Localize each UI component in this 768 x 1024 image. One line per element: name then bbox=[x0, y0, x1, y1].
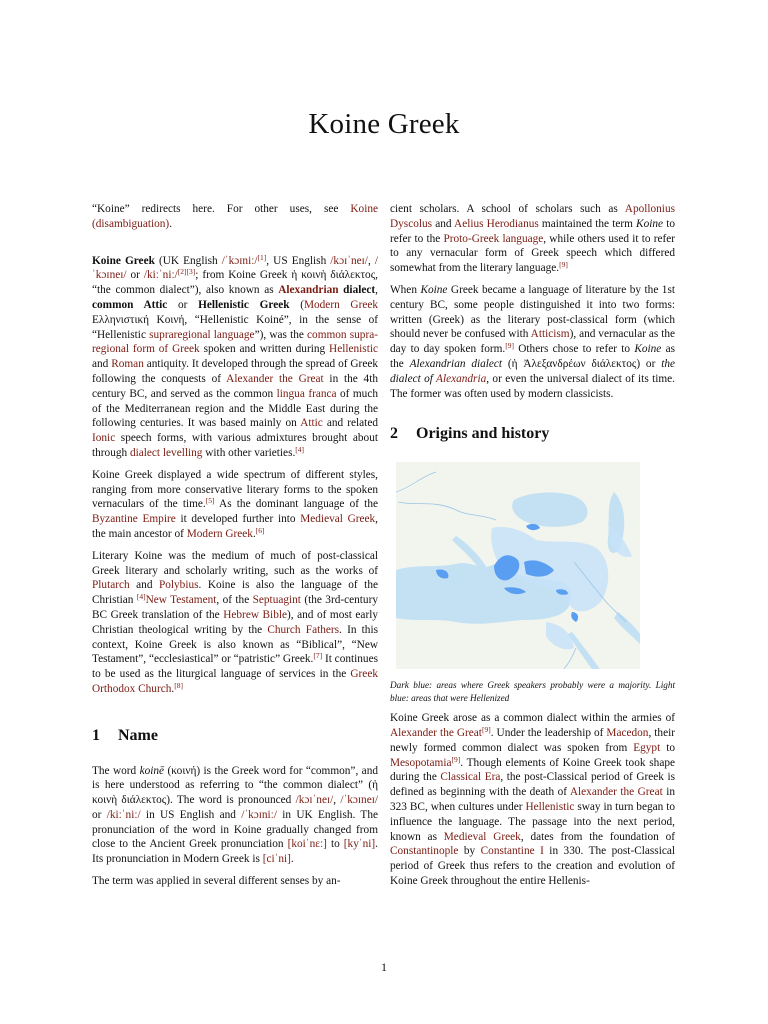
citation-1[interactable]: [1] bbox=[257, 252, 267, 262]
article-term: Koine Greek bbox=[92, 254, 155, 267]
alexander-the-great-link[interactable]: Alexander the Great bbox=[226, 372, 324, 385]
medieval-greek-link-2[interactable]: Medieval Greek bbox=[443, 830, 521, 843]
lingua-franca-link[interactable]: lingua franca bbox=[276, 387, 337, 400]
ipa-link-5[interactable]: /ˈkɔɪneɪ/ bbox=[340, 794, 378, 807]
section-heading-origins bbox=[390, 427, 675, 442]
right-column bbox=[390, 202, 675, 896]
ipa-link-7[interactable]: /ˈkɔɪniː/ bbox=[241, 808, 277, 821]
citation-4[interactable]: [4] bbox=[295, 444, 305, 454]
ipa-link-4[interactable]: /kɔɪˈneɪ/ bbox=[295, 794, 334, 807]
pronunciation-link-2[interactable]: [kyˈni] bbox=[343, 838, 376, 851]
ipa-link-uk[interactable]: /ˈkɔɪniː/ bbox=[221, 254, 258, 267]
alexandrian-link[interactable]: Alexandrian bbox=[278, 284, 339, 297]
citation-9[interactable]: [9] bbox=[559, 260, 568, 270]
citation-2[interactable]: [2] bbox=[177, 267, 187, 277]
constantinople-link[interactable]: Constantinople bbox=[390, 845, 459, 858]
intro-paragraph: Koine Greek (UK English /ˈkɔɪniː/[1], US English /kɔɪˈneɪ/, /ˈkɔɪneɪ/ or /kiːˈniː/[2][3]; from Koine Greek ἡ κοινὴ διάλεκτος, “the common dialect”), also known as Alexandrian dialect, common Attic or Hellenistic Greek (Modern Greek Ελληνιστική Κοινή, “Hellenistic Koiné”, in the sense of “Hellenistic supraregional language”), was the common supra-regional form of Greek spoken and written during Hellenistic and Roman antiquity. It developed through the spread of Greek following the conquests of Alexander the Great in the 4th century BC, and served as the common lingua franca of much of the Mediterranean region and the Middle East during the following centuries. It was based mainly on Attic and related Ionic speech forms, with various admixtures brought about through dialect levelling with other varieties.[4] bbox=[92, 252, 379, 459]
citation-6[interactable]: [6] bbox=[255, 525, 265, 535]
section-number: 1 bbox=[92, 726, 100, 744]
alexander-the-great-link-2[interactable]: Alexander the Great bbox=[390, 726, 482, 739]
citation-9b[interactable]: [9] bbox=[505, 341, 514, 351]
citation-3[interactable]: [3] bbox=[186, 267, 196, 277]
alexandria-link[interactable]: Alexandria bbox=[436, 372, 487, 385]
hellenistic-world-map[interactable] bbox=[396, 462, 640, 669]
ipa-link-us-3[interactable]: /kiːˈniː/ bbox=[143, 269, 178, 282]
section-heading-name bbox=[92, 726, 378, 744]
citation-9c[interactable]: [9] bbox=[481, 724, 491, 734]
hellenistic-link-2[interactable]: Hellenistic bbox=[525, 800, 575, 813]
constantine-i-link[interactable]: Constantine I bbox=[480, 845, 544, 858]
citation-4b[interactable]: [4] bbox=[136, 592, 146, 602]
medieval-greek-link[interactable]: Medieval Greek bbox=[300, 513, 376, 526]
styles-paragraph: Koine Greek displayed a wide spectrum of different styles, ranging from more conservative literary forms to the spoken vernaculars of the time.[5] As the dominant language of the Byzantine Empire it developed further into Medieval Greek, the main ancestor of Modern Greek.[6] bbox=[92, 468, 378, 540]
plutarch-link[interactable]: Plutarch bbox=[92, 579, 130, 592]
origins-paragraph: Koine Greek arose as a common dialect within the armies of Alexander the Great[9]. Under the leadership of Macedon, their newly formed common dialect was spoken from Egypt to Mesopotamia[9]. Though elements of Koine Greek took shape during the Classical Era, the post-Classical period of Greek is defined as beginning with the death of Alexander the Great in 323 BC, when cultures under Hellenistic sway in turn began to influence the language. The passage into the next period, known as Medieval Greek, dates from the foundation of Constantinople by Constantine I in 330. The post-Classical period of Greek thus refers to the creation and evolution of Koine Greek throughout the entire Hellenis- bbox=[390, 712, 675, 887]
apollonius-dyscolus-link[interactable]: Apollonius Dyscolus bbox=[390, 203, 675, 230]
hellenistic-link[interactable]: Hellenistic bbox=[329, 343, 378, 356]
attic-link[interactable]: Attic bbox=[300, 417, 323, 430]
section-number: 2 bbox=[390, 425, 398, 443]
modern-greek-link[interactable]: Modern Greek bbox=[303, 298, 379, 311]
septuagint-link[interactable]: Septuagint bbox=[252, 594, 301, 607]
name-paragraph: The word koinē (κοινή) is the Greek word for “common”, and is here understood as referring to “the common dialect” (ἡ κοινὴ διάλεκτος). The word is pronounced /kɔɪˈneɪ/, /ˈkɔɪneɪ/ or /kiːˈniː/ in US English and /ˈkɔɪniː/ in UK English. The pronunciation of the word in Koine gradually changed from close to the Ancient Greek pronunciation [koiˈnɛː] to [kyˈni]. Its pronunciation in Modern Greek is [ciˈni]. bbox=[92, 764, 378, 866]
citation-7[interactable]: [7] bbox=[313, 651, 323, 661]
koine-disambiguation-link[interactable]: Koine (disambiguation) bbox=[92, 203, 378, 230]
ionic-link[interactable]: Ionic bbox=[92, 432, 116, 445]
church-fathers-link[interactable]: Church Fathers bbox=[267, 623, 340, 636]
hebrew-bible-link[interactable]: Hebrew Bible bbox=[223, 608, 287, 621]
ipa-link-6[interactable]: /kiːˈniː/ bbox=[106, 808, 141, 821]
literature-paragraph: When Koine Greek became a language of literature by the 1st century BC, some people distinguished it into two forms: written (Greek) as the literary post-classical form (which should never be confused with Atticism), and vernacular as the day to day spoken form.[9] Others chose to refer to Koine as the Alexandrian dialect (ἡ Ἀλεξανδρέων διάλεκτος) or the dialect of Alexandria, or even the universal dialect of its time. The former was often used by modern classicists. bbox=[390, 283, 675, 400]
citation-8[interactable]: [8] bbox=[174, 680, 183, 690]
egypt-link[interactable]: Egypt bbox=[633, 741, 661, 754]
ipa-link-us-1[interactable]: /kɔɪˈneɪ/ bbox=[330, 254, 368, 267]
greek-orthodox-church-link[interactable]: Greek Orthodox Church bbox=[92, 668, 378, 695]
page-number: 1 bbox=[381, 960, 387, 974]
page-title: Koine Greek bbox=[308, 108, 460, 140]
macedon-link[interactable]: Macedon bbox=[606, 726, 649, 739]
ipa-link-us-2[interactable]: /ˈkɔɪneɪ/ bbox=[92, 254, 378, 282]
literary-koine-paragraph: Literary Koine was the medium of much of post-classical Greek literary and scholarly writing, such as the works of Plutarch and Polybius. Koine is also the language of the Christian [4]New Testament, of the Septuagint (the 3rd-century BC Greek translation of the Hebrew Bible), and of most early Christian theological writing by the Church Fathers. In this context, Koine Greek is also known as “Biblical”, “New Testament”, “ecclesiastical” or “patristic” Greek.[7] It continues to be used as the liturgical language of services in the Greek Orthodox Church.[8] bbox=[92, 549, 378, 695]
mesopotamia-link[interactable]: Mesopotamia bbox=[390, 756, 452, 769]
roman-link[interactable]: Roman bbox=[111, 358, 144, 371]
section-title: Origins and history bbox=[416, 425, 550, 443]
citation-5[interactable]: [5] bbox=[205, 496, 215, 506]
map-caption: Dark blue: areas where Greek speakers probably were a majority. Light blue: areas that were Hellenized bbox=[390, 680, 675, 703]
polybius-link[interactable]: Polybius bbox=[158, 579, 199, 592]
dialect-levelling-link[interactable]: dialect levelling bbox=[129, 446, 203, 459]
common-supra-regional-link[interactable]: common supra-regional form of Greek bbox=[92, 328, 378, 356]
term-applied-paragraph: The term was applied in several different senses by an- bbox=[92, 875, 341, 888]
atticism-link[interactable]: Atticism bbox=[530, 328, 570, 341]
section-title: Name bbox=[118, 726, 158, 744]
supraregional-language-link[interactable]: supraregional language bbox=[149, 328, 255, 341]
left-column bbox=[92, 202, 378, 896]
pronunciation-link-3[interactable]: [ciˈni] bbox=[262, 853, 291, 866]
classical-era-link[interactable]: Classical Era bbox=[440, 771, 501, 784]
proto-greek-link[interactable]: Proto-Greek language bbox=[443, 232, 544, 245]
aelius-herodianus-link[interactable]: Aelius Herodianus bbox=[454, 217, 539, 230]
alexander-the-great-link-3[interactable]: Alexander the Great bbox=[569, 786, 663, 799]
byzantine-empire-link[interactable]: Byzantine Empire bbox=[92, 513, 176, 526]
hatnote: “Koine” redirects here. For other uses, see Koine (disambiguation). bbox=[92, 203, 378, 230]
citation-9d[interactable]: [9] bbox=[451, 754, 461, 764]
ancient-scholars-paragraph: cient scholars. A school of scholars such as Apollonius Dyscolus and Aelius Herodianus maintained the term Koine to refer to the Proto-Greek language, while others used it to refer to any vernacular form of Greek speech which differed somewhat from the literary language.[9] bbox=[390, 203, 676, 275]
pronunciation-link-1[interactable]: [koiˈnɛː] bbox=[287, 838, 327, 851]
new-testament-link[interactable]: New Testament bbox=[145, 594, 217, 607]
modern-greek-link-2[interactable]: Modern Greek bbox=[186, 527, 253, 540]
